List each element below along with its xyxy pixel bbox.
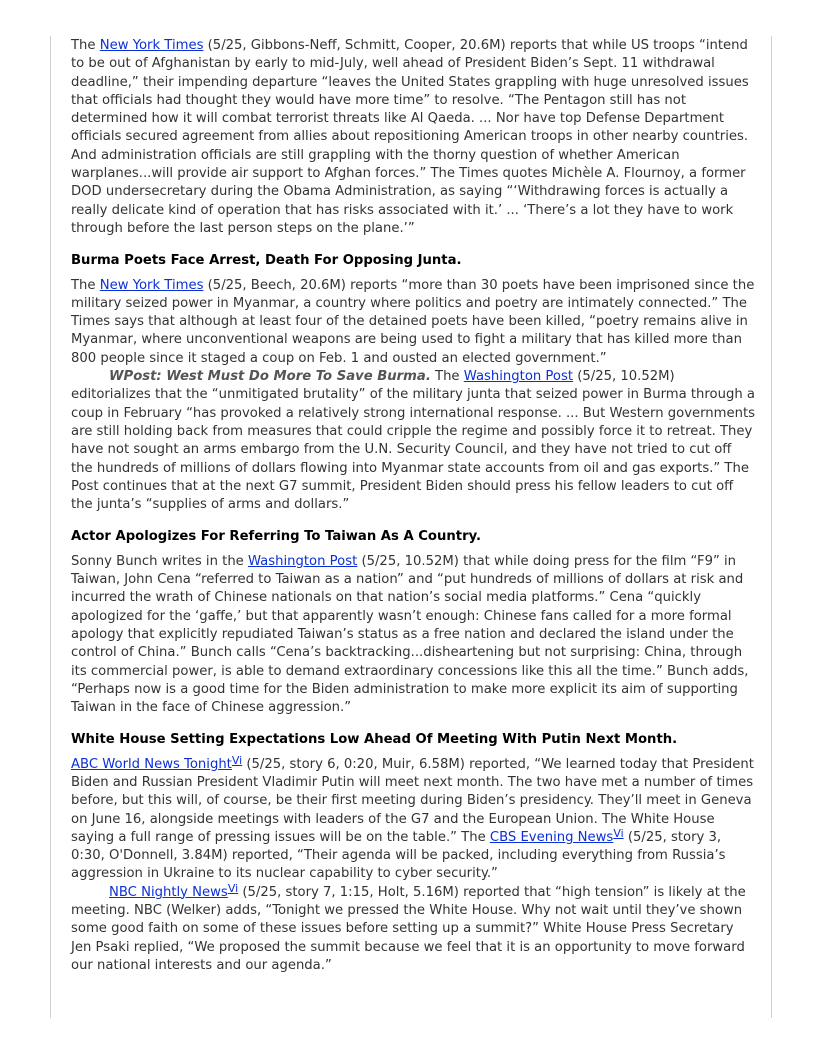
text: (5/25, story 3, 0:30, O'Donnell, 3.84M) reported, “Their agenda will be packed, including everything from Russia’s aggression in Ukraine to its nuclear capability to cyber security.” — [71, 829, 726, 882]
video-icon[interactable]: Vi — [613, 826, 624, 840]
link-washington-post[interactable]: Washington Post — [463, 369, 574, 385]
subheadline-wpost-burma: WPost: West Must Do More To Save Burma. — [109, 369, 431, 385]
link-cbs-evening-news[interactable]: CBS Evening News — [489, 829, 614, 845]
text: The — [71, 38, 100, 53]
article-afghanistan-paragraph — [71, 37, 757, 238]
link-abc-world-news-tonight[interactable]: ABC World News Tonight — [71, 756, 232, 772]
link-new-york-times[interactable]: New York Times — [99, 38, 204, 53]
text: Sonny Bunch writes in the — [71, 553, 248, 569]
headline-actor-taiwan: Actor Apologizes For Referring To Taiwan As A Country. — [71, 529, 481, 545]
text: (5/25, Gibbons-Neff, Schmitt, Cooper, 20.6M) reports that while US troops “intend to be out of Afghanistan by early to mid-July, well ahead of President Biden’s Sept. 11 withdrawal deadline,” their impending departure “leaves the United States grappling with huge unresolved issues that officials had thought they would have more time” to resolve. “The Pentagon still has not determined how it will combat terrorist threats like Al Qaeda. ... Nor have top Defense Department officials secured agreement from allies about repositioning American troops in other nearby countries. And administration officials are still grappling with the thorny question of whether American warplanes...will provide air support to Afghan forces.” The Times quotes Michèle A. Flournoy, a former DOD undersecretary during the Obama Administration, as saying “‘Withdrawing forces is actually a really delicate kind of operation that has risks associated with it.’ ... ‘There’s a lot they have to work through before the last person steps on the plane.’” — [71, 38, 749, 236]
news-briefing-content — [71, 37, 757, 975]
text: (5/25, story 6, 0:20, Muir, 6.58M) reported, “We learned today that President Biden and Russian President Vladimir Putin will meet next month. The two have met a number of times before, but this will, of course, be their first meeting during Biden’s presidency. They’ll meet in Geneva on June 16, alongside meetings with leaders of the G7 and the European Union. The White House saying a full range of pressing issues will be on the table.” The — [71, 756, 754, 845]
text: (5/25, Beech, 20.6M) reports “more than 30 poets have been imprisoned since the military seized power in Myanmar, a country where politics and poetry are intimately connected.” The Times says that although at least four of the detained poets have been killed, “poetry remains alive in Myanmar, where unconventional weapons are being used to fight a military that has killed more than 800 people since it staged a coup on Feb. 1 and ousted an elected government.” — [71, 277, 755, 366]
text: (5/25, 10.52M) editorializes that the “unmitigated brutality” of the military junta that seized power in Burma through a coup in February “has provoked a relatively strong international response. ... But Western governments are still holding back from measures that could cripple the regime and possibly force it to retreat. They have not sought an arms embargo from the U.N. Security Council, and they have not tried to cut off the hundreds of millions of dollars flowing into Myanmar state accounts from oil and gas exports.” The Post continues that at the next G7 summit, President Biden should press his fellow leaders to cut off the junta’s “supplies of arms and dollars.” — [71, 369, 756, 513]
article-burma-paragraph-1 — [71, 277, 757, 368]
article-burma-paragraph-2 — [71, 368, 757, 514]
video-icon[interactable]: Vi — [231, 753, 243, 767]
text: The — [71, 277, 100, 293]
link-washington-post[interactable]: Washington Post — [247, 553, 358, 569]
article-putin-paragraph-2 — [71, 881, 757, 975]
headline-burma-poets: Burma Poets Face Arrest, Death For Opposing Junta. — [71, 253, 462, 269]
text: The — [430, 369, 464, 385]
link-nbc-nightly-news[interactable]: NBC Nightly News — [109, 884, 228, 900]
video-icon[interactable]: Vi — [227, 881, 239, 895]
article-taiwan-paragraph — [71, 553, 757, 718]
text: (5/25, 10.52M) that while doing press for the film “F9” in Taiwan, John Cena “referred to Taiwan as a nation” and “put hundreds of millions of dollars at risk and incurred the wrath of Chinese nationals on that nation’s social media platforms.” Cena “quickly apologized for the ‘gaffe,’ but that apparently wasn’t enough: Chinese fans called for a more formal apology that explicitly repudiated Taiwan’s status as a free nation and declared the island under the control of China.” Bunch calls “Cena’s backtracking...disheartening but not surprising: China, through its commercial power, is able to demand extraordinary concessions like this all the time.” Bunch adds, “Perhaps now is a good time for the Biden administration to make more explicit its aim of supporting Taiwan in the face of Chinese aggression.” — [71, 553, 749, 716]
headline-white-house-putin: White House Setting Expectations Low Ahead Of Meeting With Putin Next Month. — [71, 732, 678, 748]
text: (5/25, story 7, 1:15, Holt, 5.16M) reported that “high tension” is likely at the meeting. NBC (Welker) adds, “Tonight we pressed the White House. Why not wait until they’ve shown some good faith on some of these issues before setting up a summit?” White House Press Secretary Jen Psaki replied, “We proposed the summit because we feel that it is an opportunity to move forward our national interests and our agenda.” — [71, 884, 746, 973]
document-page — [50, 36, 772, 1018]
link-new-york-times[interactable]: New York Times — [99, 277, 204, 293]
article-putin-paragraph-1 — [71, 753, 757, 884]
